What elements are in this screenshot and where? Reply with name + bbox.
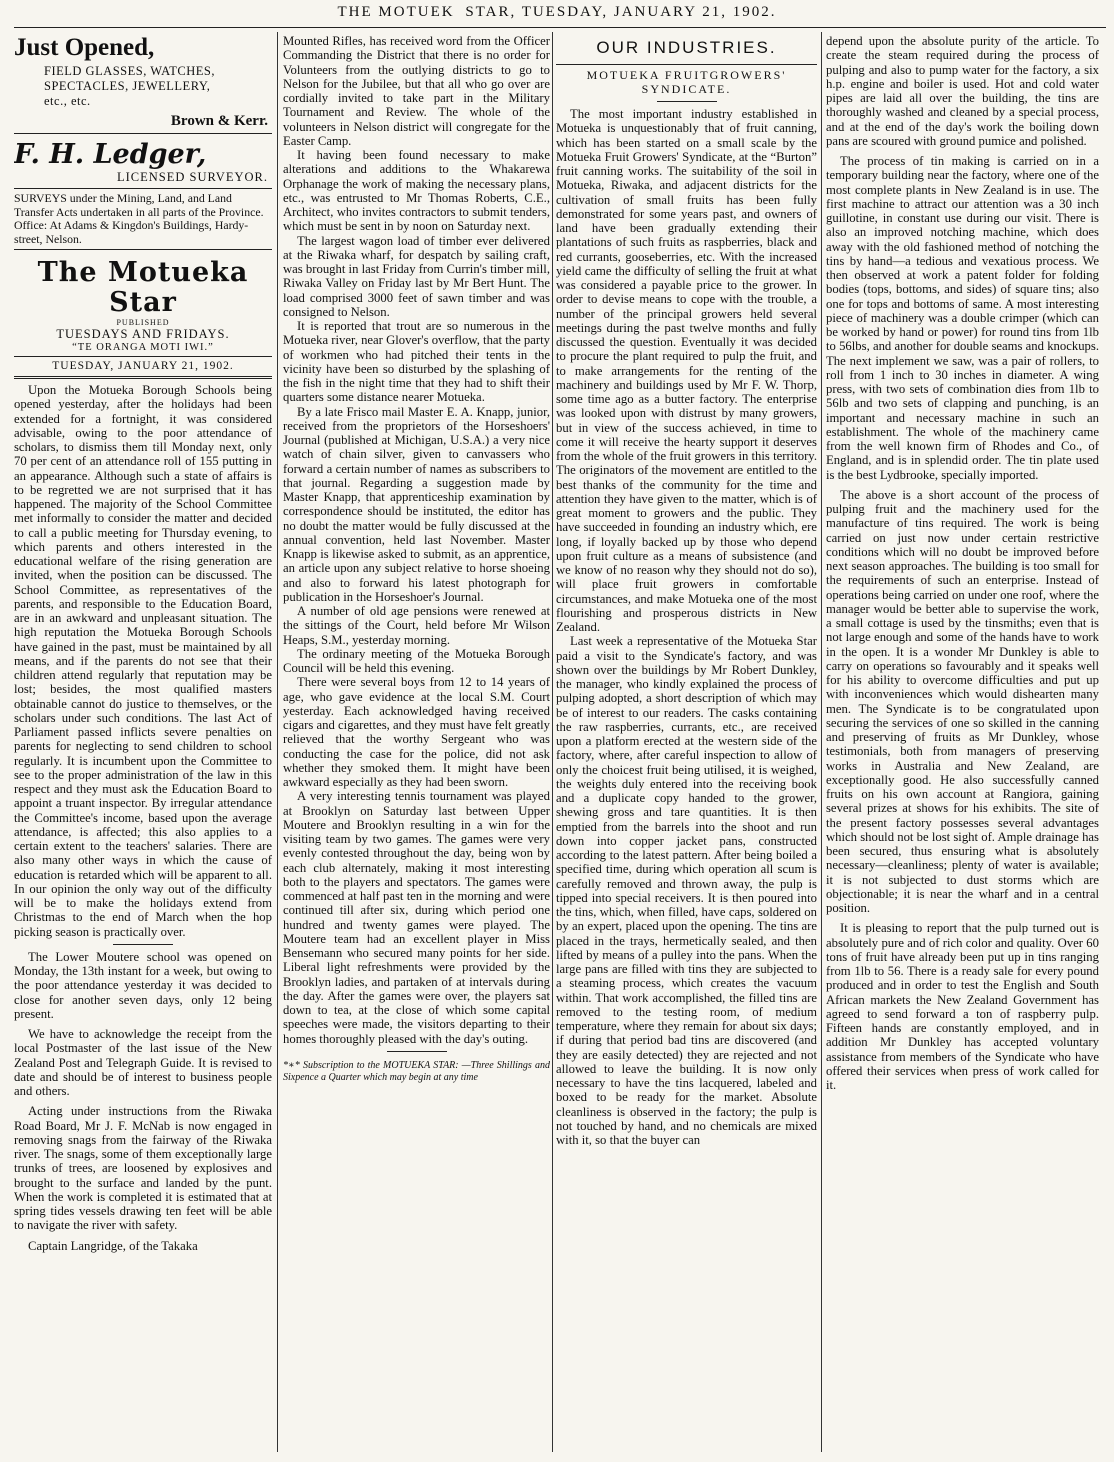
column-divider: [821, 32, 822, 1452]
surveyor-text: SURVEYS under the Mining, Land, and Land Transfer Acts undertaken in all parts of the Province.: [14, 191, 264, 219]
article-paragraph: Mounted Rifles, has received word from the Officer Commanding the District that there is no order for Volunteers from the outlying districts to go to Nelson for the Jubilee, but that all who go over are cordially invited to take part in the Military Tournament and Review. The whole of the volunteers in Nelson district will congregate for the Easter Camp.: [283, 34, 550, 148]
divider: [14, 356, 272, 357]
column-3: [556, 34, 817, 1456]
article-paragraph: The most important industry established in Motueka is unquestionably that of fruit canning, which has been started on a small scale by the Motueka Fruit Growers' Syndicate, at the “Burton” fruit canning works. The suitability of the soil in Motueka, Riwaka, and adjacent districts for the cultivation of small fruits has been fully demonstrated for some years past, and owners of land have been gradually extending their plantations of such fruits as raspberries, black and red currants, gooseberries, etc. With the increased yield came the difficulty of selling the fruit at what was considered a payable price to the grower. In order to devise means to cope with the trouble, a number of the principal growers held several meetings during the past twelve months and fully discussed the question. Eventually it was decided to procure the plant required to pulp the fruit, and to make arrangements for the renting of the machinery and buildings used by Mr F. W. Thorp, some time ago as a butter factory. The enterprise was looked upon with distrust by many growers, but in view of the success achieved, in time to come it will receive the hearty support it deserves from the whole of the fruit growers in this territory. The originators of the movement are entitled to the best thanks of the community for the time and attention they have given to the matter, which is of great moment to growers and the public. They have succeeded in founding an industry which, ere long, if loyally backed up by those who depend upon fruit culture as a means of subsistence (and we know of no reason why they should not do so), will place fruit growers in comfortable circumstances, and make Motueka one of the most flourishing and prosperous districts in New Zealand.: [556, 107, 817, 634]
article-paragraph: A number of old age pensions were renewed at the sittings of the Court, held before Mr Wilson Heaps, S.M., yesterday morning.: [283, 604, 550, 647]
paper-title: The Motueka Star: [37, 257, 249, 318]
article-paragraph: There were several boys from 12 to 14 years of age, who gave evidence at the local S.M. Court yesterday. Each acknowledged having received cigars and cigarettes, and they must have felt greatly relieved that the worthy Sergeant who was conducting the case for the police, did not ask whether they smoked them. It might have been awkward especially as they had been sworn.: [283, 675, 550, 789]
column-divider: [277, 32, 278, 1452]
article-paragraph: The process of tin making is carried on in a temporary building near the factory, where one of the most complete plants in New Zealand is in use. The first machine to attract our attention was a 30 inch guillotine, in constant use during our visit. There is also an improved notching machine, which does away with the old fashioned method of notching the tins by hand—a tedious and vexatious process. We then observed at work a patent folder for folding bodies (tops, bottoms, and sides) of square tins; also one for tops and bottoms of same. A most interesting piece of machinery was a double crimper (which can be worked by hand or power) for round tins from 1lb to 56lbs, and another for double seams and knockups. The next implement we saw, was a pair of rollers, to roll from 1 inch to 30 inches in diameter. A wing press, with two sets of combination dies from 1lb to 56lb and two sets of clapping and punching, is an important and necessary machine in such an establishment. The whole of the machinery came from the well known firm of Rhodes and Co., of England, and is in splendid order. The tin plate used is the best Lydbrooke, specially imported.: [826, 154, 1099, 482]
divider: [387, 1051, 447, 1052]
paper-schedule: TUESDAYS AND FRIDAYS.: [56, 327, 230, 341]
column-1: [14, 34, 272, 1456]
divider: [14, 376, 272, 379]
paper-published: PUBLISHED: [116, 318, 170, 327]
article-paragraph: Upon the Motueka Borough Schools being opened yesterday, after the holidays had been extended for a fortnight, it was considered advisable, owing to the poor attendance of scholars, to dismiss them till Monday next, only 70 per cent of an attendance roll of 155 putting in an appearance. Although such a state of affairs is to be regretted we are not surprised that it has happened. The majority of the School Committee met informally to consider the matter and decided to call a public meeting for Thursday evening, to which parents and others interested in the educational welfare of the rising generation are invited, when the position can be discussed. The School Committee, as representatives of the parents, and responsible to the Education Board, are in an awkward and unpleasant situation. The high reputation the Motueka Borough Schools have gained in the past, must be maintained by all means, and if the parents do not see that their children attend regularly that reputation may be lost; besides, the most qualified masters obtainable cannot do justice to themselves, or the scholars under such conditions. The last Act of Parliament passed inflicts severe penalties on parents for neglecting to send children to school regularly. It is incumbent upon the Committee to see to the proper administration of the law in this respect and they must ask the Education Board to appoint a truant inspector. By irregular attendance the Committee's income, based upon the average attendance, is affected; this also applies to a certain extent to the teachers' salaries. There are also many other ways in which the cause of education is retarded which will be apparent to all. In our opinion the only way out of the difficulty will be to make the holidays extend from Christmas to the end of March when the hop picking season is practically over.: [14, 383, 272, 939]
article-paragraph: By a late Frisco mail Master E. A. Knapp, junior, received from the proprietors of the Horseshoers' Journal (published at Michigan, U.S.A.) a very nice watch of chain silver, given to canvassers who forward a certain number of names as subscribers to that journal. Regarding a suggestion made by Master Knapp, that apprenticeship examination by correspondence should be instituted, the editor has no doubt the matter would be fully discussed at the annual convention, held last November. Master Knapp is likewise asked to submit, as an apprentice, an article upon any subject relative to horse shoeing and also to forward his latest photograph for publication in the Horseshoer's Journal.: [283, 404, 550, 604]
ad-line: SPECTACLES, JEWELLERY,: [44, 79, 211, 93]
subscription-note: *∗* Subscription to the MOTUEKA STAR: —Three Shillings and Sixpence a Quarter which may begin at any time: [283, 1059, 550, 1083]
article-paragraph: A very interesting tennis tournament was played at Brooklyn on Saturday last between Upper Moutere and Brooklyn resulting in a win for the visiting team by two games. The games were very evenly contested throughout the day, being won by each club alternately, making it most interesting both to the players and spectators. The games were commenced at half past ten in the morning and were continued till after six, during which period one hundred and twenty games were played. The Moutere team had an excellent player in Miss Bensemann who secured many points for her side. Liberal light refreshments were provided by the Brooklyn ladies, and partaken of at intervals during the day. After the games were over, the players sat down to tea, at the close of which some capital speeches were made, the visitors departing to their homes thoroughly pleased with the day's outing.: [283, 789, 550, 1046]
surveyor-office: Office: At Adams & Kingdon's Buildings, Hardy-street, Nelson.: [14, 218, 249, 246]
article-paragraph: It is reported that trout are so numerous in the Motueka river, near Glover's overflow, that the party of workmen who had pitched their tents in the vicinity have been so disturbed by the splashing of the fish in the night time that they had to shift their quarters some distance nearer Motueka.: [283, 319, 550, 405]
paper-motto: “TE ORANGA MOTI IWI.”: [72, 342, 214, 353]
ad-line: etc., etc.: [44, 94, 91, 108]
article-paragraph: The Lower Moutere school was opened on Monday, the 13th instant for a week, but owing to the poor attendance yesterday it was decided to close for another seven days, only 12 being present.: [14, 949, 272, 1021]
section-heading: OUR INDUSTRIES.: [596, 38, 777, 57]
divider: [14, 249, 272, 250]
article-paragraph: We have to acknowledge the receipt from the local Postmaster of the last issue of the New Zealand Post and Telegraph Guide. It is revised to date and should be of interest to business people and others.: [14, 1027, 272, 1098]
article-paragraph: depend upon the absolute purity of the article. To create the steam required during the process of pulping and also to pump water for the factory, a six h.p. engine and boiler is used. Hot and cold water pipes are laid all over the building, the tins are thoroughly washed and cleaned by a special process, and at the end of the day's work the boiling down pans are scoured with ground pumice and polished.: [826, 34, 1099, 148]
divider: [14, 133, 272, 134]
article-paragraph: The above is a short account of the process of pulping fruit and the machinery used for the manufacture of tins required. The work is being carried on just now under certain restrictive conditions which will no doubt be improved before next season approaches. The building is too small for the requirements of such an enterprise. Instead of operations being carried on under one roof, where the manager would be better able to supervise the work, a small cottage is used by the tinsmiths; even that is not large enough and some of the hands have to work in the open. It is a wonder Mr Dunkley is able to carry on operations so favourably and it speaks well for his ability to overcome difficulties and put up with inconveniences which would dishearten many men. The Syndicate is to be congratulated upon securing the services of one so skilled in the canning and preserving of fruits as Mr Dunkley, whose testimonials, both from managers of preserving works in Australia and New Zealand, are exceptionally good. He also successfully canned fruits on his own account at Rangiora, gaining several prizes at shows for his exhibits. The site of the present factory possesses several advantages which should not be lost sight of. Ample drainage has been secured, thus ensuring what is absolutely necessary—cleanliness; plenty of water is available; it is not subjected to dust storms which are objectionable; it is near the wharf and in a central position.: [826, 487, 1099, 915]
masthead-rule: [14, 27, 1106, 28]
article-paragraph: Acting under instructions from the Riwaka Road Board, Mr J. F. McNab is now engaged in removing snags from the fairway of the Riwaka river. The snags, some of them exceptionally large trunks of trees, are loosened by explosives and brought to the surface and landed by the punt. When the work is completed it is estimated that at spring tides vessels drawing ten feet will be able to navigate the river with safety.: [14, 1104, 272, 1233]
divider: [113, 944, 173, 945]
column-4: [826, 34, 1099, 1456]
paper-date: TUESDAY, JANUARY 21, 1902.: [52, 360, 234, 372]
article-paragraph: It having been found necessary to make alterations and additions to the Whakarewa Orphanage the work of making the necessary plans, etc., was entrusted to Mr Thomas Roberts, C.E., Architect, who invites contractors to submit tenders, which must be sent in by noon on Saturday next.: [283, 148, 550, 234]
article-paragraph: The largest wagon load of timber ever delivered at the Riwaka wharf, for despatch by sailing craft, was brought in last Friday from Currin's timber mill, Riwaka Valley on Friday last by Mr Bert Hunt. The load comprised 3000 feet of sawn timber and was consigned to Nelson.: [283, 233, 550, 319]
article-paragraph: Captain Langridge, of the Takaka: [28, 1238, 198, 1253]
divider: [14, 188, 272, 189]
masthead: THE MOTUEK STAR, TUESDAY, JANUARY 21, 1902.: [337, 4, 777, 20]
column-2: [283, 34, 550, 1456]
divider: [657, 101, 717, 102]
ad-line: FIELD GLASSES, WATCHES,: [44, 64, 216, 78]
article-heading: MOTUEKA FRUITGROWERS' SYNDICATE.: [586, 68, 787, 96]
ad-title: Just Opened,: [14, 34, 155, 61]
article-paragraph: Last week a representative of the Motueka Star paid a visit to the Syndicate's factory, and was shown over the buildings by Mr Robert Dunkley, the manager, who kindly explained the process of pulping adopted, a short description of which may be of interest to our readers. The casks containing the raw raspberries, currants, etc., are received upon a platform erected at the western side of the factory, where, after careful inspection to allow of only the choicest fruit being utilised, it is weighed, the weights duly entered into the receiving book and a duplicate copy handed to the grower, shewing gross and tare quantities. It is then emptied from the barrels into the shoot and run down into copper jacket pans, constructed according to the latest pattern. After being boiled a specified time, during which operation all scum is carefully removed and thrown away, the pulp is tipped into special receivers. It is then poured into the tins, which, when filled, have caps, soldered on by an expert, placed upon the opening. The tins are placed in the trays, hermetically sealed, and then lifted by means of a pulley into the pans. When the large pans are filled with tins they are subjected to a steaming process, which creates the vacuum within. That work accomplished, the filled tins are removed to the testing room, of medium temperature, where they remain for about six days; if during that period bad tins are discovered (and they are easily detected) they are rejected and not allowed to leave the building. It is now only necessary to have the tins lacquered, labeled and boxed to be ready for the market. Absolute cleanliness is observed in the factory; the pulp is not touched by hand, and no chemicals are mixed with it, so that the buyer can: [556, 634, 817, 1147]
article-paragraph: It is pleasing to report that the pulp turned out is absolutely pure and of rich color and quality. Over 60 tons of fruit have already been put up in tins ranging from 1lb to 56. There is a ready sale for every pound produced and in order to test the English and South African markets the New Zealand Government has agreed to send forward a ton of raspberry pulp. Fifteen hands are constantly employed, and in addition Mr Dunkley has accepted voluntary assistance from members of the Syndicate who have offered their services when press of work called for it.: [826, 921, 1099, 1092]
column-divider: [552, 32, 553, 1452]
divider: [556, 64, 817, 65]
article-paragraph: The ordinary meeting of the Motueka Borough Council will be held this evening.: [283, 646, 550, 675]
surveyor-name: F. H. Ledger,: [14, 139, 207, 170]
ad-signature: Brown & Kerr.: [170, 113, 268, 129]
surveyor-title: LICENSED SURVEYOR.: [116, 170, 268, 184]
